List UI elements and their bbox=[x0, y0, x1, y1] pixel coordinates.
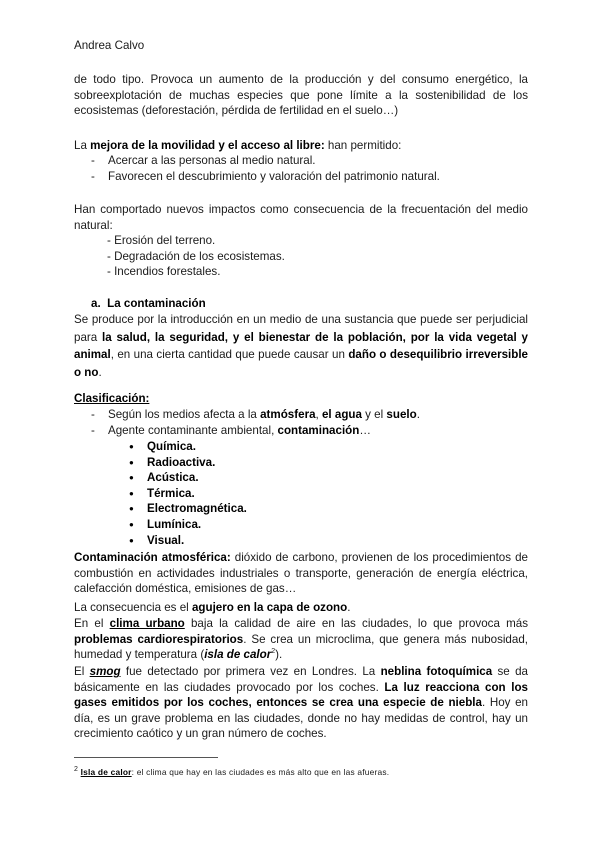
list-item: - Favorecen el descubrimiento y valoración del patrimonio natural. bbox=[74, 169, 528, 185]
list-item: - Degradación de los ecosistemas. bbox=[107, 249, 285, 263]
mobility-paragraph: La mejora de la movilidad y el acceso al libre: han permitido: bbox=[74, 139, 402, 152]
list-item: - Erosión del terreno. bbox=[107, 234, 216, 247]
classification-heading: Clasificación: bbox=[74, 392, 150, 405]
list-item: - Agente contaminante ambiental, contaminación… bbox=[74, 423, 528, 439]
list-item: ● Acústica. bbox=[74, 470, 528, 486]
contamination-types bbox=[74, 439, 528, 548]
list-item: ● Lumínica. bbox=[74, 517, 528, 533]
footnote-ref[interactable]: 2 bbox=[271, 648, 276, 656]
section-heading: a. La contaminación bbox=[91, 297, 206, 310]
header-author: Andrea Calvo bbox=[74, 39, 145, 52]
list-item: ● Química. bbox=[74, 439, 528, 455]
ozone-line: La consecuencia es el agujero en la capa de ozono. bbox=[74, 601, 351, 614]
impacts-paragraph: Han comportado nuevos impactos como consecuencia de la frecuentación del medio natural: bbox=[74, 203, 528, 232]
list-item: ● Térmica. bbox=[74, 486, 528, 502]
intro-paragraph: de todo tipo. Provoca un aumento de la producción y del consumo energético, la sobreexplotación de muchas especies que pone límite a la sostenibilidad de los ecosistemas (deforestación, pérdida de fertilidad en el suelo…) bbox=[74, 73, 528, 118]
impacts-list bbox=[107, 233, 507, 280]
list-item: - Acercar a las personas al medio natural. bbox=[74, 153, 528, 169]
footnote: $^2$ Isla de calor: el clima que hay en las ciudades es más alto que en las afueras. bbox=[74, 766, 390, 777]
urban-climate-paragraph: En el clima urbano baja la calidad de aire en las ciudades, lo que provoca más problemas cardiorespiratorios. Se crea un microclima, que genera más nubosidad, humedad y temperatura (isla de calor$^2$). bbox=[74, 617, 529, 662]
footnote-divider bbox=[74, 757, 218, 758]
list-item: ● Electromagnética. bbox=[74, 501, 528, 517]
classification-list bbox=[74, 407, 528, 438]
list-item: ● Radioactiva. bbox=[74, 455, 528, 471]
list-item: ● Visual. bbox=[74, 533, 528, 549]
atmospheric-paragraph: Contaminación atmosférica: dióxido de carbono, provienen de los procedimientos de combustión en actividades industriales o transporte, generación de energía eléctrica, calefacción doméstica, emisiones de gas… bbox=[74, 551, 528, 596]
contamination-definition: Se produce por la introducción en un medio de una sustancia que puede ser perjudicial para la salud, la seguridad, y el bienestar de la población, por la vida vegetal y animal, en una cierta cantidad que puede causar un daño o desequilibrio irreversible o no. bbox=[74, 313, 528, 379]
list-item: - Según los medios afecta a la atmósfera, el agua y el suelo. bbox=[74, 407, 528, 423]
mobility-list bbox=[74, 153, 528, 184]
list-item: - Incendios forestales. bbox=[107, 265, 221, 279]
smog-paragraph: El smog fue detectado por primera vez en Londres. La neblina fotoquímica se da básicamente en las ciudades provocado por los coches. La luz reacciona con los gases emitidos por los coches, entonces se crea una especie de niebla. Hoy en día, es un grave problema en las ciudades, donde no hay medidas de control, hay un crecimiento caótico y un gran número de coches. bbox=[74, 665, 528, 741]
